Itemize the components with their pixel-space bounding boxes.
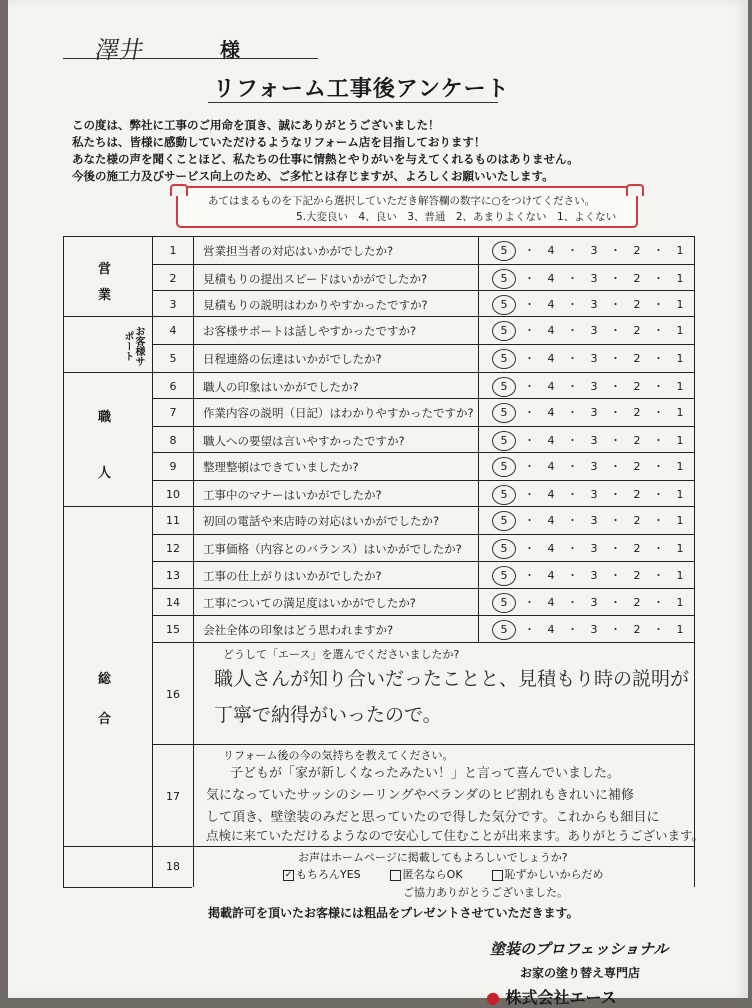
rating-separator: ・ <box>524 380 535 393</box>
rating-option[interactable]: 2 <box>633 569 641 582</box>
question-number: 9 <box>169 460 177 473</box>
rating-separator: ・ <box>567 272 578 285</box>
rating-scale <box>492 593 696 613</box>
option-checkbox[interactable] <box>390 870 401 881</box>
question-text: 営業担当者の対応はいかがでしたか? <box>203 244 394 258</box>
table-row-line <box>152 398 694 399</box>
rating-option[interactable]: 3 <box>590 434 598 447</box>
rating-option[interactable]: 3 <box>590 623 598 636</box>
rating-option[interactable]: 3 <box>590 324 598 337</box>
rating-option[interactable]: 4 <box>547 272 555 285</box>
rating-option[interactable]: 1 <box>676 406 684 419</box>
rating-scale <box>492 457 696 477</box>
rating-separator: ・ <box>610 488 621 501</box>
question-text: 工事についての満足度はいかがでしたか? <box>203 596 416 610</box>
rating-separator: ・ <box>653 569 664 582</box>
rating-option-selected[interactable]: 5 <box>492 566 516 586</box>
name-underline <box>63 58 318 59</box>
rating-separator: ・ <box>524 434 535 447</box>
rating-separator: ・ <box>653 272 664 285</box>
instructions-box <box>176 186 638 228</box>
question-text: 職人の印象はいかがでしたか? <box>203 380 359 394</box>
rating-scale <box>492 295 696 315</box>
category-craftsmen-2: 人 <box>98 466 112 481</box>
category-overall-1: 総 <box>98 672 112 687</box>
rating-scale <box>492 241 696 261</box>
honorific: 様 <box>220 38 240 62</box>
rating-separator: ・ <box>567 298 578 311</box>
answer-text-line: して頂き、壁塗装のみだと思っていたので得した気分です。これからも細目に <box>206 810 660 825</box>
table-border-left <box>63 236 64 887</box>
gift-note: 掲載許可を頂いたお客様には粗品をプレゼントさせていただきます。 <box>208 906 579 920</box>
rating-separator: ・ <box>524 542 535 555</box>
rating-option-selected[interactable]: 5 <box>492 593 516 613</box>
question-number: 16 <box>166 688 180 701</box>
rating-scale <box>492 403 696 423</box>
rating-separator: ・ <box>524 514 535 527</box>
rating-option[interactable]: 4 <box>547 623 555 636</box>
table-row-line <box>152 642 694 643</box>
thanks-text: ご協力ありがとうございました。 <box>403 886 568 899</box>
rating-separator: ・ <box>653 244 664 257</box>
rating-option[interactable]: 1 <box>676 298 684 311</box>
table-row-line <box>63 506 694 507</box>
rating-separator: ・ <box>524 596 535 609</box>
rating-option[interactable]: 1 <box>676 514 684 527</box>
answer-text-line: 丁寧で納得がいったので。 <box>214 704 442 726</box>
rating-separator: ・ <box>653 488 664 501</box>
rating-option-selected[interactable]: 5 <box>492 485 516 505</box>
rating-option[interactable]: 3 <box>590 272 598 285</box>
rating-separator: ・ <box>524 352 535 365</box>
rating-option[interactable]: 2 <box>633 460 641 473</box>
rating-separator: ・ <box>567 434 578 447</box>
rating-option[interactable]: 4 <box>547 488 555 501</box>
rating-option[interactable]: 4 <box>547 244 555 257</box>
rating-separator: ・ <box>567 460 578 473</box>
answer-text-line: 気になっていたサッシのシーリングやベランダのヒビ割れもきれいに補修 <box>206 788 634 803</box>
table-row-line <box>63 372 694 373</box>
rating-option-selected[interactable]: 5 <box>492 511 516 531</box>
rating-option[interactable]: 4 <box>547 514 555 527</box>
rating-option[interactable]: 3 <box>590 352 598 365</box>
table-border-bottom <box>63 887 152 888</box>
company-slogan: 塗装のプロフェッショナル <box>490 940 669 958</box>
category-overall-2: 合 <box>98 712 112 727</box>
question-number: 2 <box>169 272 177 285</box>
intro-text <box>72 117 579 185</box>
rating-separator: ・ <box>524 324 535 337</box>
question-text: お客様サポートは話しやすかったですか? <box>203 324 417 338</box>
rating-scale <box>492 485 696 505</box>
table-row-line <box>63 846 694 847</box>
table-row-line <box>152 344 694 345</box>
page-title: リフォーム工事後アンケート <box>213 77 510 102</box>
rating-separator: ・ <box>610 380 621 393</box>
rating-option[interactable]: 1 <box>676 596 684 609</box>
rating-option-selected[interactable]: 5 <box>492 403 516 423</box>
answer-text-line: 子どもが「家が新しくなったみたい！」と言って喜んでいました。 <box>230 766 621 781</box>
rating-separator: ・ <box>567 596 578 609</box>
rating-separator: ・ <box>567 406 578 419</box>
rating-separator: ・ <box>610 298 621 311</box>
question-number: 8 <box>169 434 177 447</box>
rating-option[interactable]: 3 <box>590 488 598 501</box>
question-number: 13 <box>166 569 180 582</box>
table-row-line <box>152 744 694 745</box>
title-underline <box>208 102 498 103</box>
rating-option-selected[interactable]: 5 <box>492 431 516 451</box>
rating-separator: ・ <box>567 488 578 501</box>
rating-option-selected[interactable]: 5 <box>492 349 516 369</box>
category-craftsmen-1: 職 <box>98 410 112 425</box>
rating-option-selected[interactable]: 5 <box>492 457 516 477</box>
question-text: 会社全体の印象はどう思われますか? <box>203 623 394 637</box>
option-checkbox[interactable] <box>492 870 503 881</box>
survey-sheet <box>8 0 748 1007</box>
instructions-line1: あてはまるものを下記から選択していただき解答欄の数字に○をつけてください。 <box>208 195 596 207</box>
rating-option[interactable]: 2 <box>633 596 641 609</box>
table-row-line <box>152 426 694 427</box>
intro-line: あなた様の声を聞くことほど、私たちの仕事に情熱とやりがいを与えてくれるものはありません。 <box>72 152 579 166</box>
rating-option[interactable]: 2 <box>633 352 641 365</box>
rating-scale <box>492 539 696 559</box>
rating-option[interactable]: 2 <box>633 406 641 419</box>
company-subtitle: お家の塗り替え専門店 <box>520 966 641 980</box>
rating-separator: ・ <box>567 244 578 257</box>
rating-separator: ・ <box>610 514 621 527</box>
intro-line: 今後の施工力及びサービス向上のため、ご多忙とは存じますが、よろしくお願いいたします。 <box>72 169 554 183</box>
rating-option[interactable]: 1 <box>676 460 684 473</box>
rating-option[interactable]: 1 <box>676 324 684 337</box>
question-number: 18 <box>166 860 180 873</box>
rating-option[interactable]: 2 <box>633 434 641 447</box>
customer-name: 澤井 <box>93 36 147 64</box>
question-text: 見積もりの説明はわかりやすかったですか? <box>203 298 428 312</box>
question-number: 14 <box>166 596 180 609</box>
rating-option[interactable]: 3 <box>590 460 598 473</box>
rating-option-selected[interactable]: 5 <box>492 321 516 341</box>
rating-separator: ・ <box>610 434 621 447</box>
rating-option[interactable]: 2 <box>633 514 641 527</box>
rating-option[interactable]: 3 <box>590 406 598 419</box>
question-prompt: どうして「エース」を選んでくださいましたか? <box>223 648 460 661</box>
rating-separator: ・ <box>653 352 664 365</box>
rating-option-selected[interactable]: 5 <box>492 377 516 397</box>
rating-scale <box>492 511 696 531</box>
rating-separator: ・ <box>524 244 535 257</box>
category-support: お客様サポート <box>122 326 144 366</box>
rating-option[interactable]: 1 <box>676 488 684 501</box>
rating-option[interactable]: 4 <box>547 380 555 393</box>
rating-separator: ・ <box>610 352 621 365</box>
rating-separator: ・ <box>610 460 621 473</box>
table-row-line <box>152 480 694 481</box>
answer-text-line: 点検に来ていただけるようなので安心して住むことが出来ます。ありがとうございます。 <box>206 828 705 843</box>
rating-scale <box>492 377 696 397</box>
rating-separator: ・ <box>524 298 535 311</box>
rating-separator: ・ <box>567 324 578 337</box>
question-number: 1 <box>169 244 177 257</box>
instructions-line2: 5.大変良い 4、良い 3、普通 2、あまりよくない 1、よくない <box>296 211 617 223</box>
question-text: 日程連絡の伝達はいかがでしたか? <box>203 352 382 366</box>
table-row-line <box>152 264 694 265</box>
rating-separator: ・ <box>524 488 535 501</box>
rating-option-selected[interactable]: 5 <box>492 620 516 640</box>
rating-separator: ・ <box>653 623 664 636</box>
question-text: 初回の電話や来店時の対応はいかがでしたか? <box>203 514 440 528</box>
rating-scale <box>492 431 696 451</box>
rating-separator: ・ <box>610 406 621 419</box>
box-tab-right <box>626 184 644 196</box>
rating-option-selected[interactable]: 5 <box>492 295 516 315</box>
company-name-text: 株式会社エース <box>505 988 617 1007</box>
table-border-top <box>63 236 694 237</box>
rating-separator: ・ <box>653 298 664 311</box>
rating-separator: ・ <box>610 596 621 609</box>
rating-option[interactable]: 1 <box>676 623 684 636</box>
company-logo-icon: ● <box>486 988 500 1007</box>
rating-separator: ・ <box>567 542 578 555</box>
rating-option[interactable]: 4 <box>547 324 555 337</box>
rating-option-selected[interactable]: 5 <box>492 269 516 289</box>
question-number: 15 <box>166 623 180 636</box>
question-number: 11 <box>166 514 180 527</box>
rating-separator: ・ <box>653 542 664 555</box>
rating-option[interactable]: 3 <box>590 596 598 609</box>
question-number: 5 <box>169 352 177 365</box>
rating-option[interactable]: 1 <box>676 434 684 447</box>
option-label: 恥ずかしいからだめ <box>504 868 604 881</box>
rating-separator: ・ <box>610 569 621 582</box>
rating-option-selected[interactable]: 5 <box>492 539 516 559</box>
option-label: 匿名ならOK <box>402 868 463 881</box>
rating-separator: ・ <box>524 569 535 582</box>
rating-option[interactable]: 3 <box>590 569 598 582</box>
table-border-bottom <box>152 887 192 888</box>
rating-option[interactable]: 1 <box>676 272 684 285</box>
table-row-line <box>152 588 694 589</box>
rating-scale <box>492 566 696 586</box>
rating-option[interactable]: 2 <box>633 272 641 285</box>
rating-separator: ・ <box>567 623 578 636</box>
rating-separator: ・ <box>567 352 578 365</box>
question-prompt: リフォーム後の今の気持ちを教えてください。 <box>223 749 454 762</box>
intro-line: この度は、弊社に工事のご用命を頂き、誠にありがとうございました！ <box>72 118 440 132</box>
rating-separator: ・ <box>653 596 664 609</box>
option-checkbox-checked[interactable]: ✓ <box>284 869 293 880</box>
rating-separator: ・ <box>653 514 664 527</box>
category-sales-2: 業 <box>98 288 112 303</box>
rating-option[interactable]: 4 <box>547 569 555 582</box>
rating-option[interactable]: 2 <box>633 488 641 501</box>
rating-option[interactable]: 3 <box>590 514 598 527</box>
rating-option[interactable]: 1 <box>676 352 684 365</box>
rating-separator: ・ <box>610 272 621 285</box>
rating-separator: ・ <box>610 324 621 337</box>
rating-scale <box>492 321 696 341</box>
rating-option[interactable]: 4 <box>547 542 555 555</box>
rating-option[interactable]: 3 <box>590 542 598 555</box>
rating-separator: ・ <box>653 460 664 473</box>
table-row-line <box>152 534 694 535</box>
rating-separator: ・ <box>524 406 535 419</box>
table-row-line <box>152 561 694 562</box>
question-text: 工事の仕上がりはいかがでしたか? <box>203 569 382 583</box>
rating-option[interactable]: 3 <box>590 244 598 257</box>
option-label: もちろんYES <box>296 868 361 881</box>
rating-option[interactable]: 4 <box>547 352 555 365</box>
table-col-divider <box>478 236 479 642</box>
question-text: 整理整頓はできていましたか? <box>203 460 359 474</box>
table-row-line <box>63 316 694 317</box>
rating-option[interactable]: 2 <box>633 298 641 311</box>
rating-scale <box>492 349 696 369</box>
rating-option[interactable]: 4 <box>547 434 555 447</box>
rating-option[interactable]: 2 <box>633 623 641 636</box>
rating-option[interactable]: 4 <box>547 596 555 609</box>
question-text: 見積もりの提出スピードはいかがでしたか? <box>203 272 428 286</box>
question-number: 7 <box>169 406 177 419</box>
box-tab-left <box>170 184 188 196</box>
table-row-line <box>152 452 694 453</box>
rating-option[interactable]: 1 <box>676 542 684 555</box>
category-sales-1: 営 <box>98 262 112 277</box>
rating-separator: ・ <box>610 244 621 257</box>
rating-separator: ・ <box>610 623 621 636</box>
rating-separator: ・ <box>524 272 535 285</box>
question-number: 4 <box>169 324 177 337</box>
rating-option[interactable]: 2 <box>633 244 641 257</box>
rating-separator: ・ <box>653 434 664 447</box>
question-number: 17 <box>166 790 180 803</box>
question-number: 6 <box>169 380 177 393</box>
rating-option[interactable]: 1 <box>676 244 684 257</box>
rating-option[interactable]: 4 <box>547 298 555 311</box>
rating-separator: ・ <box>524 623 535 636</box>
question-text: 作業内容の説明（日記）はわかりやすかったですか? <box>203 406 474 420</box>
rating-scale <box>492 620 696 640</box>
question-text: 工事中のマナーはいかがでしたか? <box>203 488 382 502</box>
rating-option[interactable]: 4 <box>547 406 555 419</box>
rating-separator: ・ <box>567 514 578 527</box>
table-row-line <box>152 615 694 616</box>
company-name <box>486 985 617 1008</box>
rating-separator: ・ <box>653 406 664 419</box>
rating-separator: ・ <box>567 569 578 582</box>
intro-line: 私たちは、皆様に感動していただけるようなリフォーム店を目指しております！ <box>72 135 486 149</box>
question-text: 工事価格（内容とのバランス）はいかがでしたか? <box>203 542 462 556</box>
rating-option[interactable]: 2 <box>633 542 641 555</box>
rating-scale <box>492 269 696 289</box>
q18-options <box>283 866 604 882</box>
table-row-line <box>152 290 694 291</box>
rating-separator: ・ <box>653 380 664 393</box>
question-text: 職人への要望は言いやすかったですか? <box>203 434 405 448</box>
rating-option[interactable]: 3 <box>590 380 598 393</box>
rating-separator: ・ <box>567 380 578 393</box>
rating-option[interactable]: 2 <box>633 324 641 337</box>
question-number: 10 <box>166 488 180 501</box>
rating-option-selected[interactable]: 5 <box>492 241 516 261</box>
rating-option[interactable]: 1 <box>676 569 684 582</box>
question-prompt: お声はホームページに掲載してもよろしいでしょうか? <box>298 851 568 864</box>
rating-option[interactable]: 1 <box>676 380 684 393</box>
rating-separator: ・ <box>653 324 664 337</box>
question-number: 3 <box>169 298 177 311</box>
rating-option[interactable]: 2 <box>633 380 641 393</box>
rating-option[interactable]: 4 <box>547 460 555 473</box>
rating-separator: ・ <box>524 460 535 473</box>
question-number: 12 <box>166 542 180 555</box>
rating-option[interactable]: 3 <box>590 298 598 311</box>
rating-separator: ・ <box>610 542 621 555</box>
answer-text-line: 職人さんが知り合いだったことと、見積もり時の説明が <box>214 668 690 690</box>
